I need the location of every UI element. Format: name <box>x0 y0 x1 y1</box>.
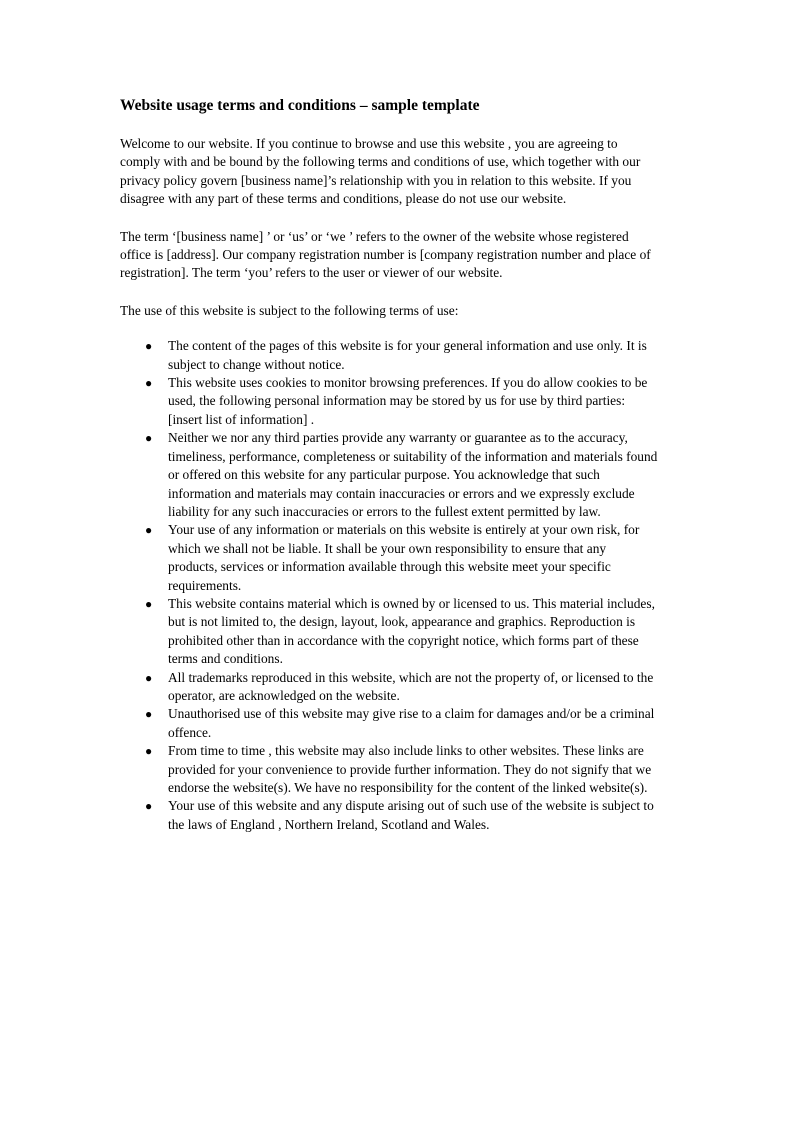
bullet-icon: ● <box>145 799 153 814</box>
bullet-icon: ● <box>145 596 153 611</box>
bullet-icon: ● <box>145 744 153 759</box>
welcome-paragraph: Welcome to our website. If you continue to browse and use this website , you are agreeing to comply with and be bound by the following terms and conditions of use, which together with our privacy policy govern [business name]’s relationship with you in relation to this website. If you disagree with any part of these terms and conditions, please do not use our website. <box>120 136 641 207</box>
bullet-icon: ● <box>145 339 153 354</box>
bullet-icon: ● <box>145 431 153 446</box>
term-item-cookies <box>120 374 658 429</box>
bullet-icon: ● <box>145 707 153 722</box>
term-item-warranty <box>120 429 658 521</box>
bullet-icon: ● <box>145 376 153 391</box>
term-item-copyright <box>120 595 658 669</box>
term-item-law <box>120 797 658 834</box>
term-item-unauthorised-use <box>120 705 658 742</box>
bullet-icon: ● <box>145 523 153 538</box>
term-text: From time to time , this website may also include links to other websites. These links are provided for your convenience to provide further information. They do not signify that we endorse the website(s). We have no responsibility for the content of the linked website(s). <box>168 743 652 795</box>
term-item-trademarks <box>120 669 658 706</box>
definitions-paragraph: The term ‘[business name] ’ or ‘us’ or ‘we ’ refers to the owner of the website whose registered office is [address]. Our company registration number is [company registration number and place of registration]. The term ‘you’ refers to the user or viewer of our website. <box>120 228 651 281</box>
term-text: This website contains material which is owned by or licensed to us. This material includes, but is not limited to, the design, layout, look, appearance and graphics. Reproduction is prohibited other than in accordance with the copyright notice, which forms part of these terms and conditions. <box>168 595 655 667</box>
term-text: Neither we nor any third parties provide any warranty or guarantee as to the accuracy, timeliness, performance, completeness or suitability of the information and materials found or offered on this website for any particular purpose. You acknowledge that such information and materials may contain inaccuracies or errors and we expressly exclude liability for any such inaccuracies or errors to the fullest extent permitted by law. <box>168 430 658 519</box>
term-text: Your use of any information or materials on this website is entirely at your own risk, for which we shall not be liable. It shall be your own responsibility to ensure that any products, services or information available through this website meet your specific requirements. <box>168 522 640 593</box>
terms-intro-paragraph: The use of this website is subject to the following terms of use: <box>120 302 459 318</box>
term-text: Unauthorised use of this website may give rise to a claim for damages and/or be a criminal offence. <box>168 706 655 740</box>
term-text: The content of the pages of this website is for your general information and use only. It is subject to change without notice. <box>168 338 647 372</box>
terms-list <box>120 337 658 834</box>
term-item-risk <box>120 521 658 595</box>
document-page <box>120 95 658 834</box>
term-text: Your use of this website and any dispute arising out of such use of the website is subject to the laws of England , Northern Ireland, Scotland and Wales. <box>168 798 654 832</box>
term-text: This website uses cookies to monitor browsing preferences. If you do allow cookies to be used, the following personal information may be stored by us for use by third parties: [insert list of information] . <box>168 375 648 427</box>
bullet-icon: ● <box>145 670 153 685</box>
term-text: All trademarks reproduced in this website, which are not the property of, or licensed to the operator, are acknowledged on the website. <box>168 669 654 703</box>
term-item-links <box>120 742 658 797</box>
document-title: Website usage terms and conditions – sample template <box>120 97 480 114</box>
term-item-content <box>120 337 658 374</box>
